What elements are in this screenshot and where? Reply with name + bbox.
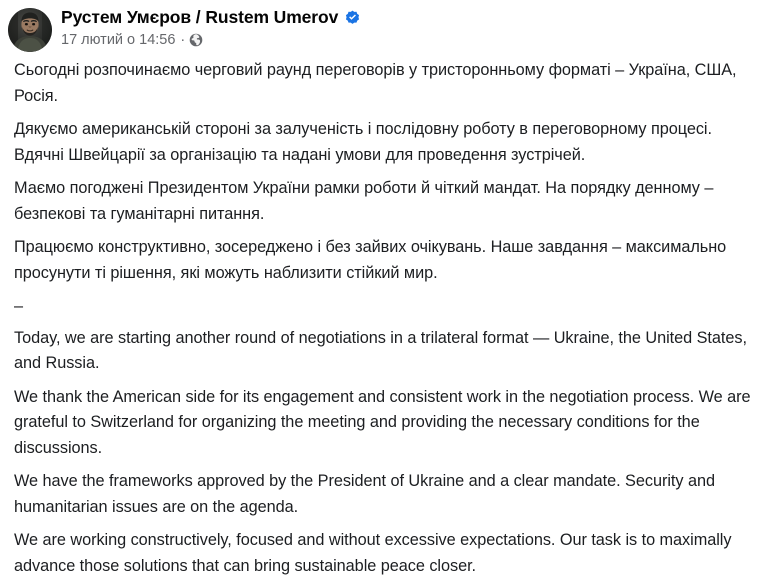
post-paragraph: Маємо погоджені Президентом України рамки роботи й чіткий мандат. На порядку денному – безпекові та гуманітарні питання. (14, 179, 714, 223)
avatar[interactable] (8, 8, 52, 52)
post-header-text (61, 8, 360, 47)
post-paragraph: We are working constructively, focused and without excessive expectations. Our task is to maximally advance those solutions that can bring sustainable peace closer. (14, 531, 732, 575)
post-paragraph: Працюємо конструктивно, зосереджено і без зайвих очікувань. Наше завдання – максимально просунути ті рішення, які можуть наблизити стійкий мир. (14, 238, 727, 282)
post-language-separator: – (14, 297, 24, 315)
post-paragraph: We thank the American side for its engagement and consistent work in the negotiation process. We are grateful to Switzerland for organizing the meeting and providing the necessary conditions for the discussions. (14, 387, 751, 457)
post-paragraph: Today, we are starting another round of negotiations in a trilateral format — Ukraine, the United States, and Russia. (14, 328, 747, 372)
post-paragraph: Дякуємо американській стороні за залученість і послідовну роботу в переговорному процесі. Вдячні Швейцарії за організацію та надані умови для проведення зустрічей. (14, 120, 712, 164)
post-paragraph: Сьогодні розпочинаємо черговий раунд переговорів у тристоронньому форматі – Україна, США, Росія. (14, 61, 737, 105)
author-name[interactable]: Рустем Умєров / Rustem Umerov (61, 7, 339, 27)
post-header (0, 0, 777, 50)
post-paragraph: We have the frameworks approved by the President of Ukraine and a clear mandate. Security and humanitarian issues are on the agenda. (14, 472, 715, 516)
post-meta-row (61, 33, 360, 48)
author-row (61, 9, 360, 27)
verified-badge-icon[interactable] (345, 10, 360, 25)
meta-separator-dot: · (180, 31, 186, 48)
globe-icon[interactable] (189, 33, 203, 47)
post-timestamp[interactable]: 17 лютий о 14:56 (61, 31, 176, 48)
post-body (0, 58, 777, 579)
